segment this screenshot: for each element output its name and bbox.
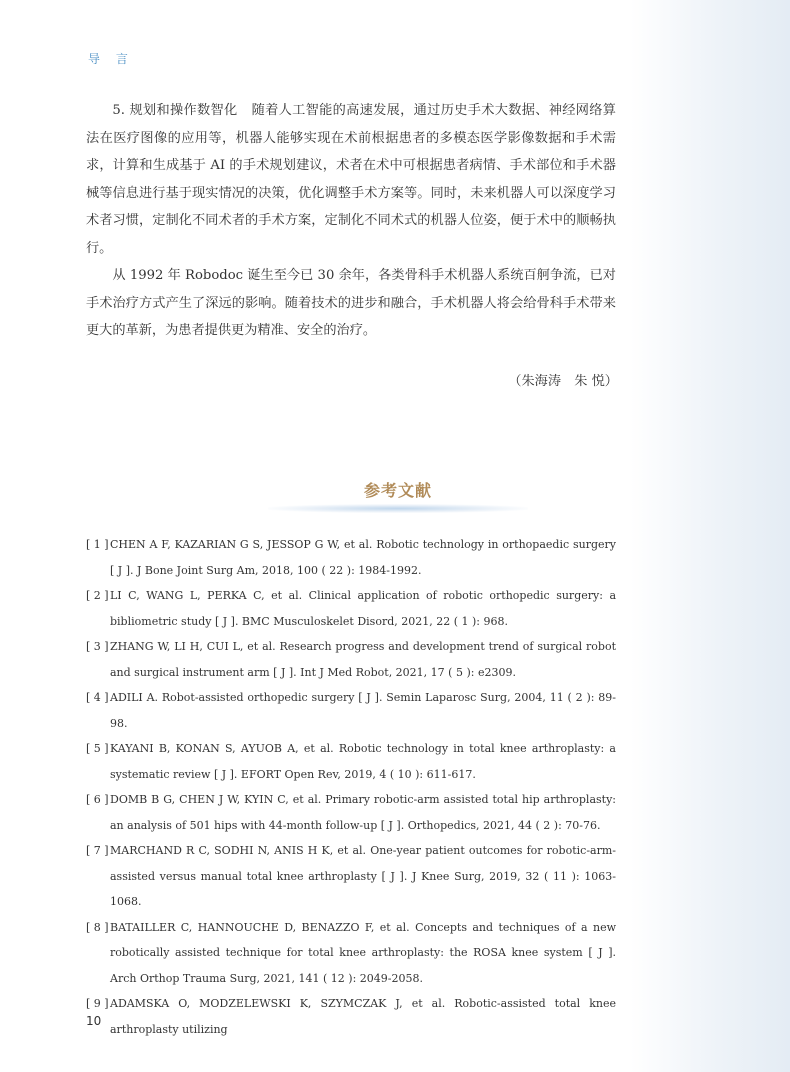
reference-text: BATAILLER C, HANNOUCHE D, BENAZZO F, et al. Concepts and techniques of a new robotically assisted technique for total knee arthroplasty: the ROSA knee system [ J ]. Arch Orthop Trauma Surg, 2021, 141 ( 12 ): 2049-2058. [110, 920, 616, 985]
references-heading: 参考文献 [363, 481, 432, 500]
body-text [86, 97, 616, 345]
paragraph-2: 从 1992 年 Robodoc 诞生至今已 30 余年，各类骨科手术机器人系统百舸争流，已对手术治疗方式产生了深远的影响。随着技术的进步和融合，手术机器人将会给骨科手术带来更大的革新，为患者提供更为精准、安全的治疗。 [86, 268, 616, 338]
reference-number: [ 1 ] [86, 538, 109, 551]
page-number: 10 [86, 1014, 102, 1028]
reference-text: LI C, WANG L, PERKA C, et al. Clinical application of robotic orthopedic surgery: a bibliometric study [ J ]. BMC Musculoskelet Disord, 2021, 22 ( 1 ): 968. [110, 589, 616, 628]
references-heading-underline [268, 504, 528, 513]
reference-item [86, 532, 616, 583]
reference-number: [ 9 ] [86, 997, 109, 1010]
section-header-label: 导 言 [88, 52, 134, 66]
reference-number: [ 2 ] [86, 589, 109, 602]
reference-item [86, 634, 616, 685]
reference-item [86, 736, 616, 787]
reference-text: ADAMSKA O, MODZELEWSKI K, SZYMCZAK J, et al. Robotic-assisted total knee arthroplasty utilizing [110, 997, 616, 1036]
reference-number: [ 8 ] [86, 920, 109, 934]
reference-number: [ 5 ] [86, 742, 109, 755]
reference-text: ZHANG W, LI H, CUI L, et al. Research progress and development trend of surgical robot and surgical instrument arm [ J ]. Int J Med Robot, 2021, 17 ( 5 ): e2309. [110, 640, 616, 679]
reference-text: CHEN A F, KAZARIAN G S, JESSOP G W, et al. Robotic technology in orthopaedic surgery [ J ]. J Bone Joint Surg Am, 2018, 100 ( 22 ): 1984-1992. [110, 538, 616, 577]
reference-item [86, 787, 616, 838]
reference-number: [ 3 ] [86, 640, 109, 653]
references-heading-block [228, 478, 568, 518]
paragraph-1-lead: 5. 规划和操作数智化 [112, 103, 238, 118]
reference-text: MARCHAND R C, SODHI N, ANIS H K, et al. One-year patient outcomes for robotic-arm-assisted versus manual total knee arthroplasty [ J ]. J Knee Surg, 2019, 32 ( 11 ): 1063-1068. [110, 844, 616, 908]
paragraph-1 [86, 97, 616, 262]
reference-text: ADILI A. Robot-assisted orthopedic surgery [ J ]. Semin Laparosc Surg, 2004, 11 ( 2 ): 89-98. [110, 691, 616, 730]
reference-item [86, 838, 616, 915]
reference-text: KAYANI B, KONAN S, AYUOB A, et al. Robotic technology in total knee arthroplasty: a systematic review [ J ]. EFORT Open Rev, 2019, 4 ( 10 ): 611-617. [110, 742, 616, 781]
reference-number: [ 6 ] [86, 793, 109, 806]
reference-item [86, 685, 616, 736]
paragraph-1-text: 随着人工智能的高速发展，通过历史手术大数据、神经网络算法在医疗图像的应用等，机器人能够实现在术前根据患者的多模态医学影像数据和手术需求，计算和生成基于 AI 的手术规划建议，术者在术中可根据患者病情、手术部位和手术器械等信息进行基于现实情况的决策，优化调整手术方案等。同时，未来机器人可以深度学习术者习惯，定制化不同术者的手术方案，定制化不同术式的机器人位姿，便于术中的顺畅执行。 [86, 103, 616, 256]
reference-number: [ 7 ] [86, 844, 109, 857]
reference-item [86, 583, 616, 634]
reference-list [86, 532, 616, 1042]
page-side-band [630, 0, 790, 1072]
reference-text: DOMB B G, CHEN J W, KYIN C, et al. Primary robotic-arm assisted total hip arthroplasty: an analysis of 501 hips with 44-month follow-up [ J ]. Orthopedics, 2021, 44 ( 2 ): 70-76. [110, 793, 616, 832]
reference-number: [ 4 ] [86, 691, 109, 704]
author-attribution: （朱海涛 朱 悦） [508, 374, 618, 389]
reference-item [86, 991, 616, 1042]
reference-item [86, 915, 616, 992]
